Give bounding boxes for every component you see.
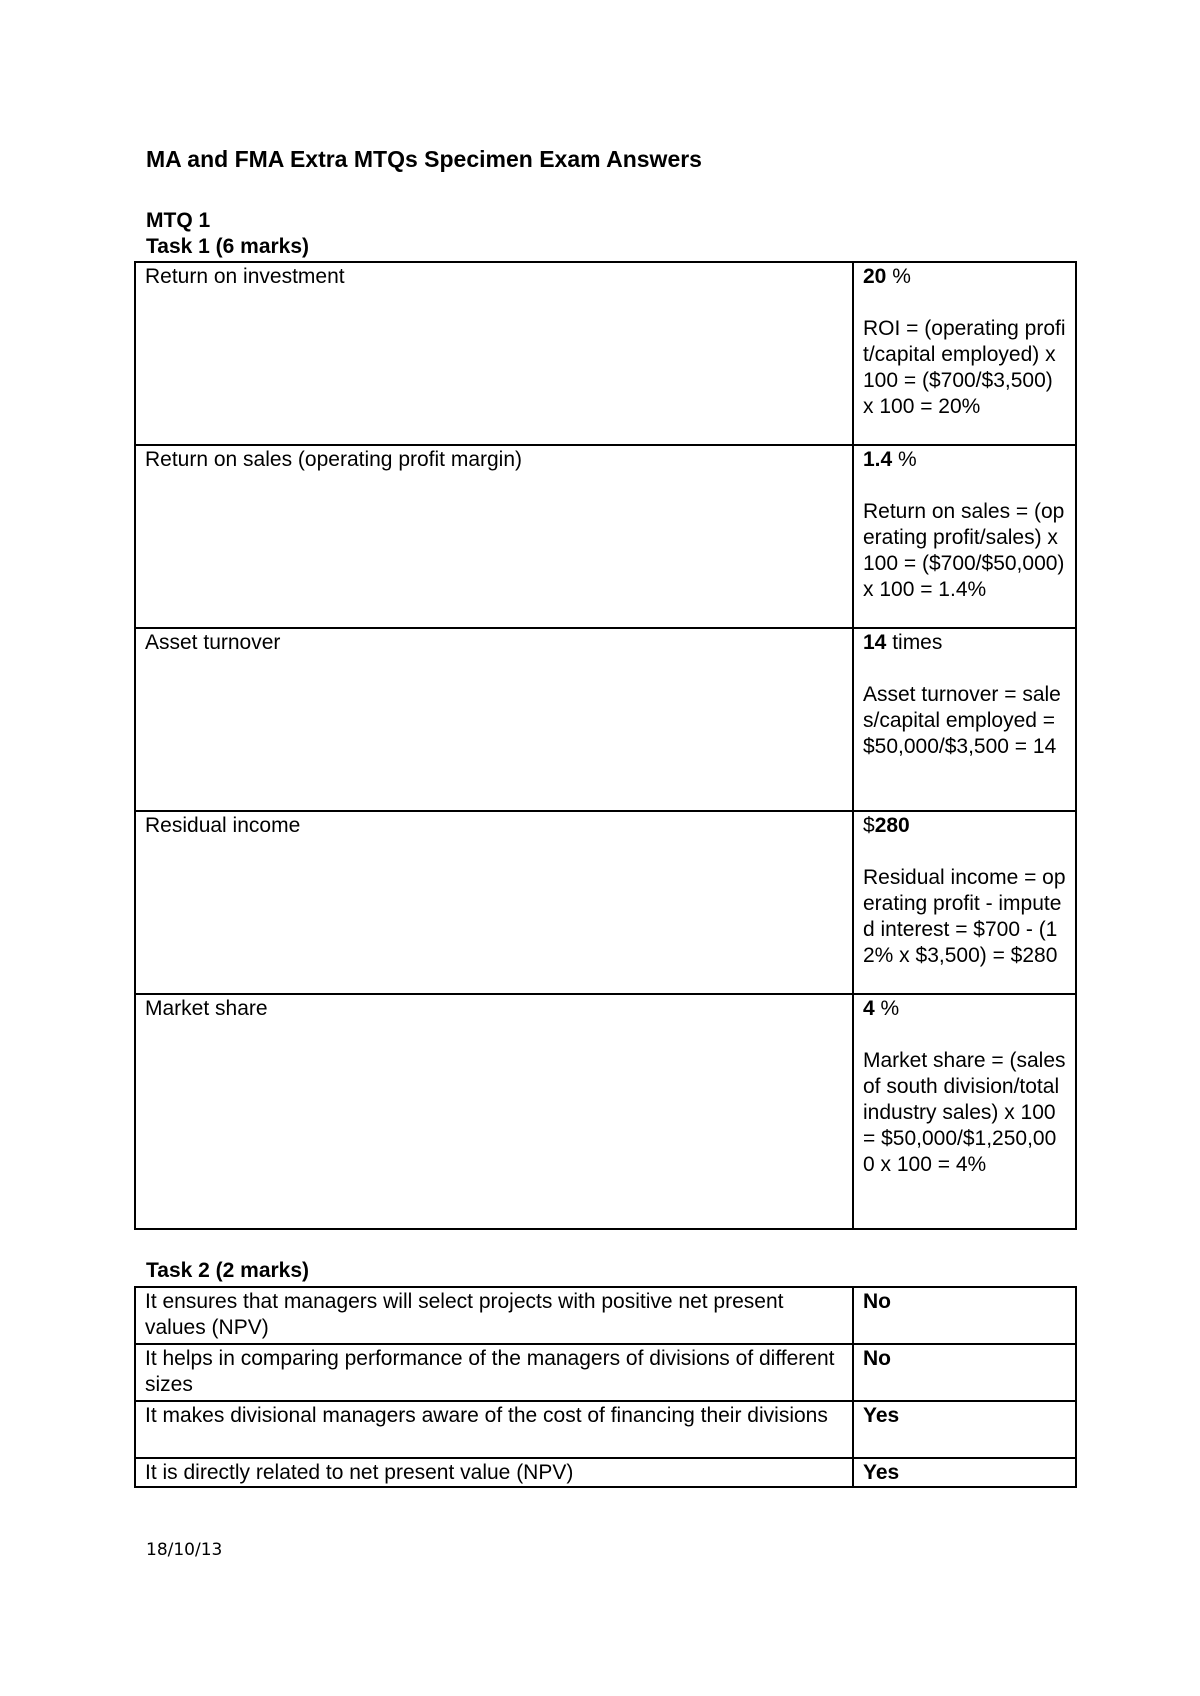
- task1-answer-cell: [853, 994, 1076, 1229]
- task2-answer-cell: Yes: [853, 1401, 1076, 1458]
- task1-row-asset-turnover: [135, 628, 1076, 811]
- task1-heading: Task 1 (6 marks): [146, 235, 310, 258]
- answer-number: 280: [874, 814, 910, 837]
- answer-value: [863, 630, 1067, 656]
- answer-value: [863, 264, 1067, 290]
- task2-statement-cell: It is directly related to net present value (NPV): [135, 1458, 853, 1487]
- task1-label-cell: Market share: [135, 994, 853, 1229]
- unit-prefix: $: [863, 814, 875, 837]
- task1-row-market-share: [135, 994, 1076, 1229]
- task1-label-cell: Return on sales (operating profit margin): [135, 445, 853, 628]
- task2-row: [135, 1344, 1076, 1401]
- answer-working: ROI = (operating profit/capital employed) x 100 = ($700/$3,500) x 100 = 20%: [863, 317, 1066, 418]
- unit-suffix: %: [874, 997, 900, 1020]
- task2-answer-table: [134, 1286, 1077, 1488]
- task2-statement-cell: It ensures that managers will select projects with positive net present values (NPV): [135, 1287, 853, 1344]
- answer-working: Asset turnover = sales/capital employed = $50,000/$3,500 = 14: [863, 683, 1061, 758]
- answer-working: Return on sales = (operating profit/sales) x 100 = ($700/$50,000) x 100 = 1.4%: [863, 500, 1065, 601]
- task1-label-cell: Asset turnover: [135, 628, 853, 811]
- task1-row-return-on-sales: [135, 445, 1076, 628]
- task1-answer-cell: [853, 262, 1076, 445]
- task1-row-roi: [135, 262, 1076, 445]
- task2-answer-cell: No: [853, 1287, 1076, 1344]
- answer-working: Market share = (sales of south division/total industry sales) x 100 = $50,000/$1,250,000 x 100 = 4%: [863, 1049, 1066, 1176]
- page-title: MA and FMA Extra MTQs Specimen Exam Answers: [146, 146, 702, 172]
- answer-number: 20: [863, 265, 887, 288]
- task1-answer-cell: [853, 445, 1076, 628]
- answer-value: [863, 813, 1067, 839]
- task1-label-cell: Return on investment: [135, 262, 853, 445]
- answer-value: [863, 447, 1067, 473]
- task2-row: [135, 1458, 1076, 1487]
- task2-statement-cell: It helps in comparing performance of the managers of divisions of different sizes: [135, 1344, 853, 1401]
- task1-row-residual-income: [135, 811, 1076, 994]
- answer-number: 14: [863, 631, 887, 654]
- section-heading-mtq: MTQ 1: [146, 209, 211, 232]
- unit-suffix: %: [886, 265, 911, 288]
- answer-value: [863, 996, 1067, 1022]
- task2-statement-cell: It makes divisional managers aware of the cost of financing their divisions: [135, 1401, 853, 1458]
- task2-row: [135, 1287, 1076, 1344]
- task2-answer-cell: No: [853, 1344, 1076, 1401]
- task1-answer-table: [134, 261, 1077, 1230]
- unit-suffix: times: [886, 631, 943, 654]
- unit-suffix: %: [892, 448, 917, 471]
- task2-row: [135, 1401, 1076, 1458]
- task2-answer-cell: Yes: [853, 1458, 1076, 1487]
- task2-heading: Task 2 (2 marks): [146, 1259, 310, 1282]
- answer-working: Residual income = operating profit - imputed interest = $700 - (12% x $3,500) = $280: [863, 866, 1066, 967]
- task1-answer-cell: [853, 628, 1076, 811]
- answer-number: 4: [863, 997, 875, 1020]
- task1-label-cell: Residual income: [135, 811, 853, 994]
- task1-answer-cell: [853, 811, 1076, 994]
- answer-number: 1.4: [863, 448, 893, 471]
- footer-date: 18/10/13: [146, 1540, 223, 1560]
